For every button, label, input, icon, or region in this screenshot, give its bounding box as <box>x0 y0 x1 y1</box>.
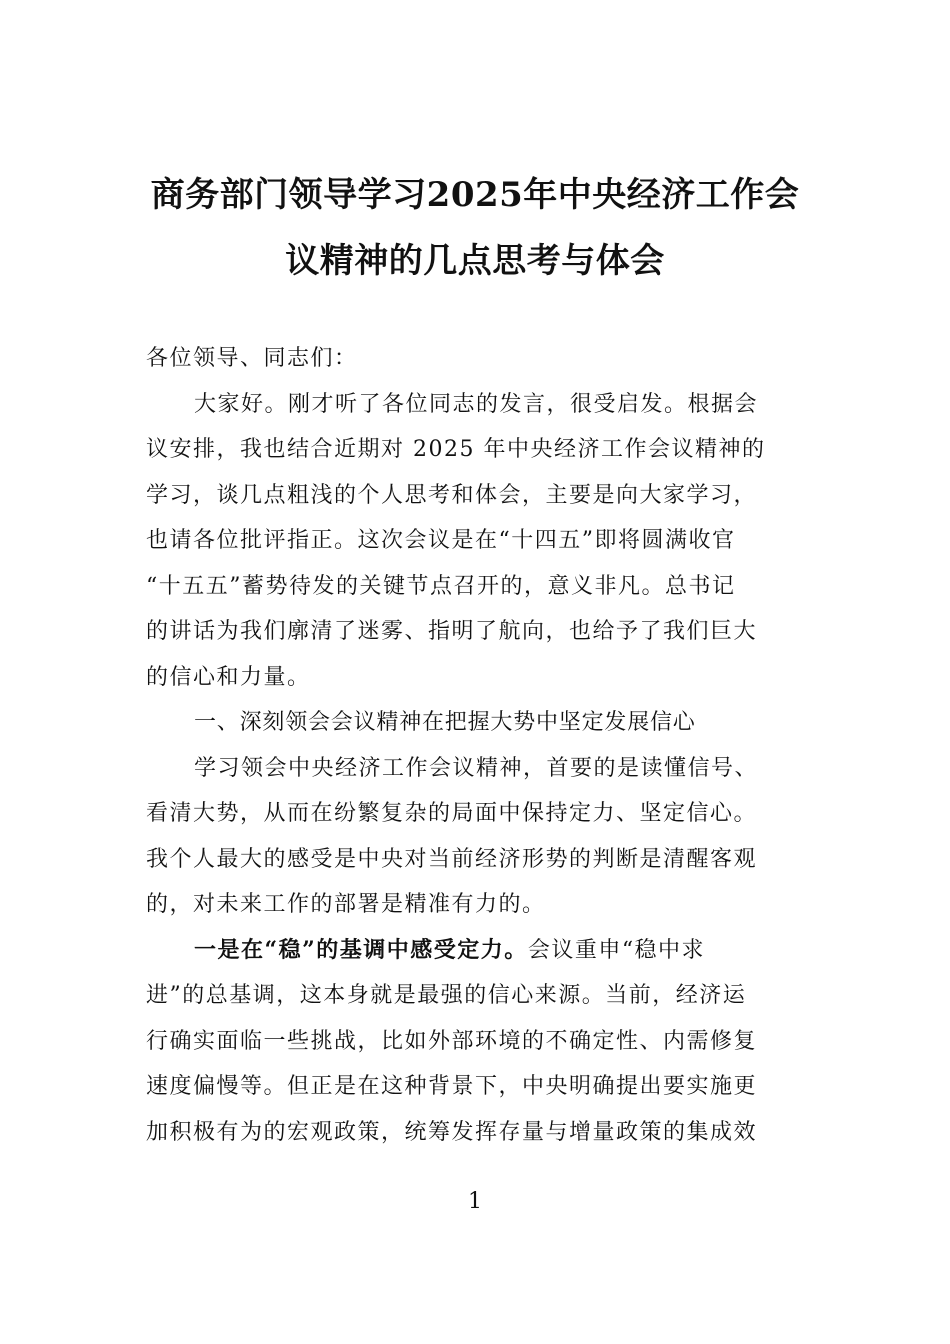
point1-line: 行确实面临一些挑战，比如外部环境的不确定性、内需修复 <box>146 1028 758 1054</box>
document-title <box>140 162 810 294</box>
intro-line: 议安排，我也结合近期对 2025 年中央经济工作会议精神的 <box>146 437 766 462</box>
point1-line: 进”的总基调，这本身就是最强的信心来源。当前，经济运 <box>146 983 747 1008</box>
title-line-2: 议精神的几点思考与体会 <box>285 241 665 281</box>
point1-line: 速度偏慢等。但正是在这种背景下，中央明确提出要实施更 <box>146 1074 758 1099</box>
title-line-1: 商务部门领导学习2025年中央经济工作会 <box>150 175 800 215</box>
point1-line: 加积极有为的宏观政策，统筹发挥存量与增量政策的集成效 <box>146 1119 758 1145</box>
intro-line: “十五五”蓄势待发的关键节点召开的，意义非凡。总书记 <box>146 573 736 599</box>
section1-line: 我个人最大的感受是中央对当前经济形势的判断是清醒客观 <box>146 846 758 872</box>
section1-line: 看清大势，从而在纷繁复杂的局面中保持定力、坚定信心。 <box>146 801 758 826</box>
document-body <box>146 336 808 1155</box>
section1-line: 的，对未来工作的部署是精准有力的。 <box>146 892 546 917</box>
intro-line: 也请各位批评指正。这次会议是在“十四五”即将圆满收官 <box>146 528 736 553</box>
salutation: 各位领导、同志们： <box>146 346 358 371</box>
intro-line: 的讲话为我们廓清了迷雾、指明了航向，也给予了我们巨大 <box>146 619 758 644</box>
point1-lead: 一是在“稳”的基调中感受定力。 <box>194 936 528 963</box>
intro-line: 大家好。刚才听了各位同志的发言，很受启发。根据会 <box>194 391 759 417</box>
page-number: 1 <box>468 1189 482 1214</box>
section-heading: 一、深刻领会会议精神在把握大势中坚定发展信心 <box>194 710 696 735</box>
point1-first-line-rest: 会议重申“稳中求 <box>527 937 706 963</box>
point1-first-line <box>146 928 808 974</box>
section1-line: 学习领会中央经济工作会议精神，首要的是读懂信号、 <box>194 755 759 781</box>
intro-line: 学习，谈几点粗浅的个人思考和体会，主要是向大家学习， <box>146 482 758 508</box>
intro-line: 的信心和力量。 <box>146 664 311 690</box>
